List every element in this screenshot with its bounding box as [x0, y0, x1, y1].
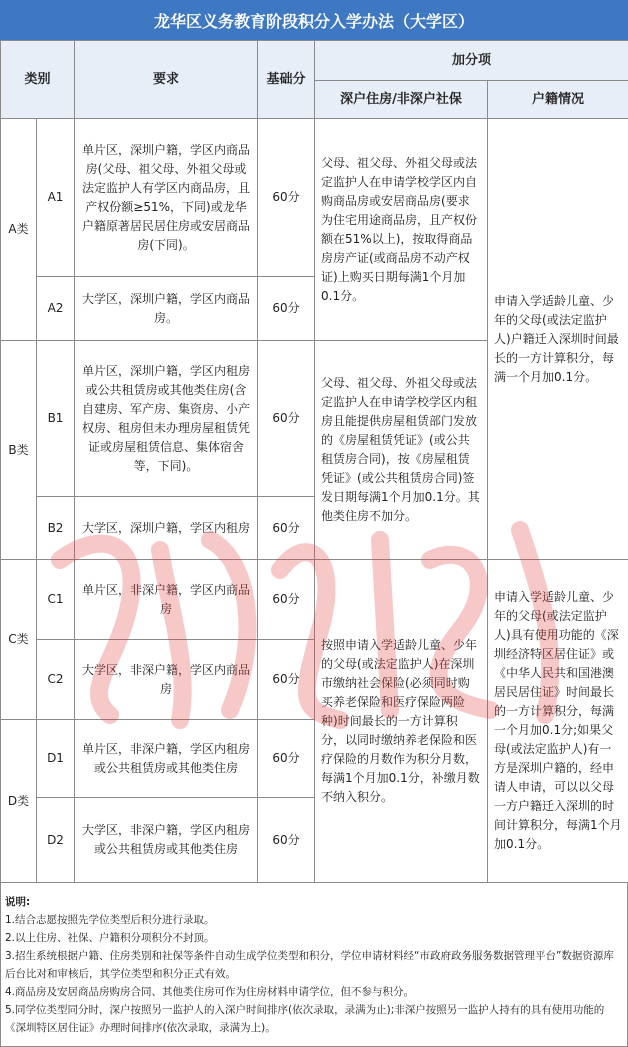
row-code: D1 — [37, 720, 75, 798]
note-item: 5.同学位类型同分时，深户按照另一监护人的入深户时间排序(依次录取，录满为止);非深户按照另一监护人持有的具有使用功能的《深圳特区居住证》办理时间排序(依次录取，录满为上)。 — [5, 1004, 605, 1034]
row-code: B1 — [37, 341, 75, 497]
row-requirement: 大学区，深圳户籍，学区内租房 — [75, 497, 258, 560]
note-item: 4.商品房及安居商品房购房合同、其他类住房可作为住房材料申请学位，但不参与积分。 — [5, 986, 415, 998]
row-score: 60分 — [258, 798, 315, 883]
row-score: 60分 — [258, 720, 315, 798]
notes-section — [0, 882, 628, 1047]
note-item: 2.以上住房、社保、户籍积分项积分不封顶。 — [5, 932, 215, 944]
page-title: 龙华区义务教育阶段积分入学办法（大学区） — [0, 0, 628, 40]
row-requirement: 单片区，非深户籍，学区内租房或公共租赁房或其他类住房 — [75, 720, 258, 798]
group-label-d: D类 — [1, 720, 37, 883]
row-score: 60分 — [258, 497, 315, 560]
header-base-score: 基础分 — [258, 41, 315, 119]
row-code: A1 — [37, 119, 75, 277]
header-bonus: 加分项 — [315, 41, 628, 81]
row-requirement: 单片区，非深户籍，学区内商品房 — [75, 560, 258, 640]
row-requirement: 单片区，深圳户籍，学区内租房或公共租赁房或其他类住房(含自建房、军产房、集资房、小产权房、租房但未办理房屋租赁凭证或房屋租赁信息、集体宿舍等，下同)。 — [75, 341, 258, 497]
hukou-note-ab: 申请入学适龄儿童、少年的父母(或法定监护人)户籍迁入深圳时间最长的一方计算积分，每满一个月加0.1分。 — [488, 119, 628, 560]
row-code: C2 — [37, 640, 75, 720]
header-category: 类别 — [1, 41, 75, 119]
row-requirement: 大学区，非深户籍，学区内租房或公共租赁房或其他类住房 — [75, 798, 258, 883]
housing-note-b: 父母、祖父母、外祖父母或法定监护人在申请学校学区内租房且能提供房屋租赁部门发放的《房屋租赁凭证》(或公共租赁房合同)，按《房屋租赁凭证》(或公共租赁房合同)签发日期每满1个月加0.1分。其他类住房不加分。 — [315, 341, 488, 560]
row-code: B2 — [37, 497, 75, 560]
note-item: 3.招生系统根据户籍、住房类别和社保等条件自动生成学位类型和积分，学位申请材料经“市政府政务服务数据管理平台”数据资源库后台比对和审核后，其学位类型和积分正式有效。 — [5, 950, 614, 980]
row-requirement: 大学区，深圳户籍，学区内商品房。 — [75, 277, 258, 341]
group-label-a: A类 — [1, 119, 37, 341]
row-score: 60分 — [258, 560, 315, 640]
policy-table — [0, 40, 628, 883]
notes-heading: 说明: — [5, 896, 31, 908]
housing-note-cd: 按照申请入学适龄儿童、少年的父母(或法定监护人)在深圳市缴纳社会保险(必须同时购买养老保险和医疗保险两险种)时间最长的一方计算积分，以同时缴纳养老保险和医疗保险的月数作为积分月数，每满1个月加0.1分，补缴月数不纳入积分。 — [315, 560, 488, 883]
row-requirement: 大学区，非深户籍，学区内商品房 — [75, 640, 258, 720]
row-score: 60分 — [258, 640, 315, 720]
row-code: D2 — [37, 798, 75, 883]
header-housing: 深户住房/非深户社保 — [315, 81, 488, 119]
header-hukou: 户籍情况 — [488, 81, 628, 119]
header-requirement: 要求 — [75, 41, 258, 119]
row-score: 60分 — [258, 119, 315, 277]
row-requirement: 单片区，深圳户籍，学区内商品房(父母、祖父母、外祖父母或法定监护人有学区内商品房，且产权份额≥51%，下同)或龙华户籍原著居民居住房或安居商品房(下同)。 — [75, 119, 258, 277]
hukou-note-cd: 申请入学适龄儿童、少年的父母(或法定监护人)具有使用功能的《深圳经济特区居住证》或《中华人民共和国港澳居民居住证》时间最长的一方计算积分，每满一个月加0.1分;如果父母(或法定监护人)有一方是深圳户籍的，经申请人申请，可以以父母一方户籍迁入深圳的时间计算积分，每满1个月加0.1分。 — [488, 560, 628, 883]
group-label-b: B类 — [1, 341, 37, 560]
group-label-c: C类 — [1, 560, 37, 720]
row-code: C1 — [37, 560, 75, 640]
note-item: 1.结合志愿按照先学位类型后积分进行录取。 — [5, 914, 215, 926]
row-code: A2 — [37, 277, 75, 341]
row-score: 60分 — [258, 277, 315, 341]
row-score: 60分 — [258, 341, 315, 497]
housing-note-a: 父母、祖父母、外祖父母或法定监护人在申请学校学区内自购商品房或安居商品房(要求为住宅用途商品房，且产权份额在51%以上)，按取得商品房房产证(或商品房不动产权证)上购买日期每满1个月加0.1分。 — [315, 119, 488, 341]
